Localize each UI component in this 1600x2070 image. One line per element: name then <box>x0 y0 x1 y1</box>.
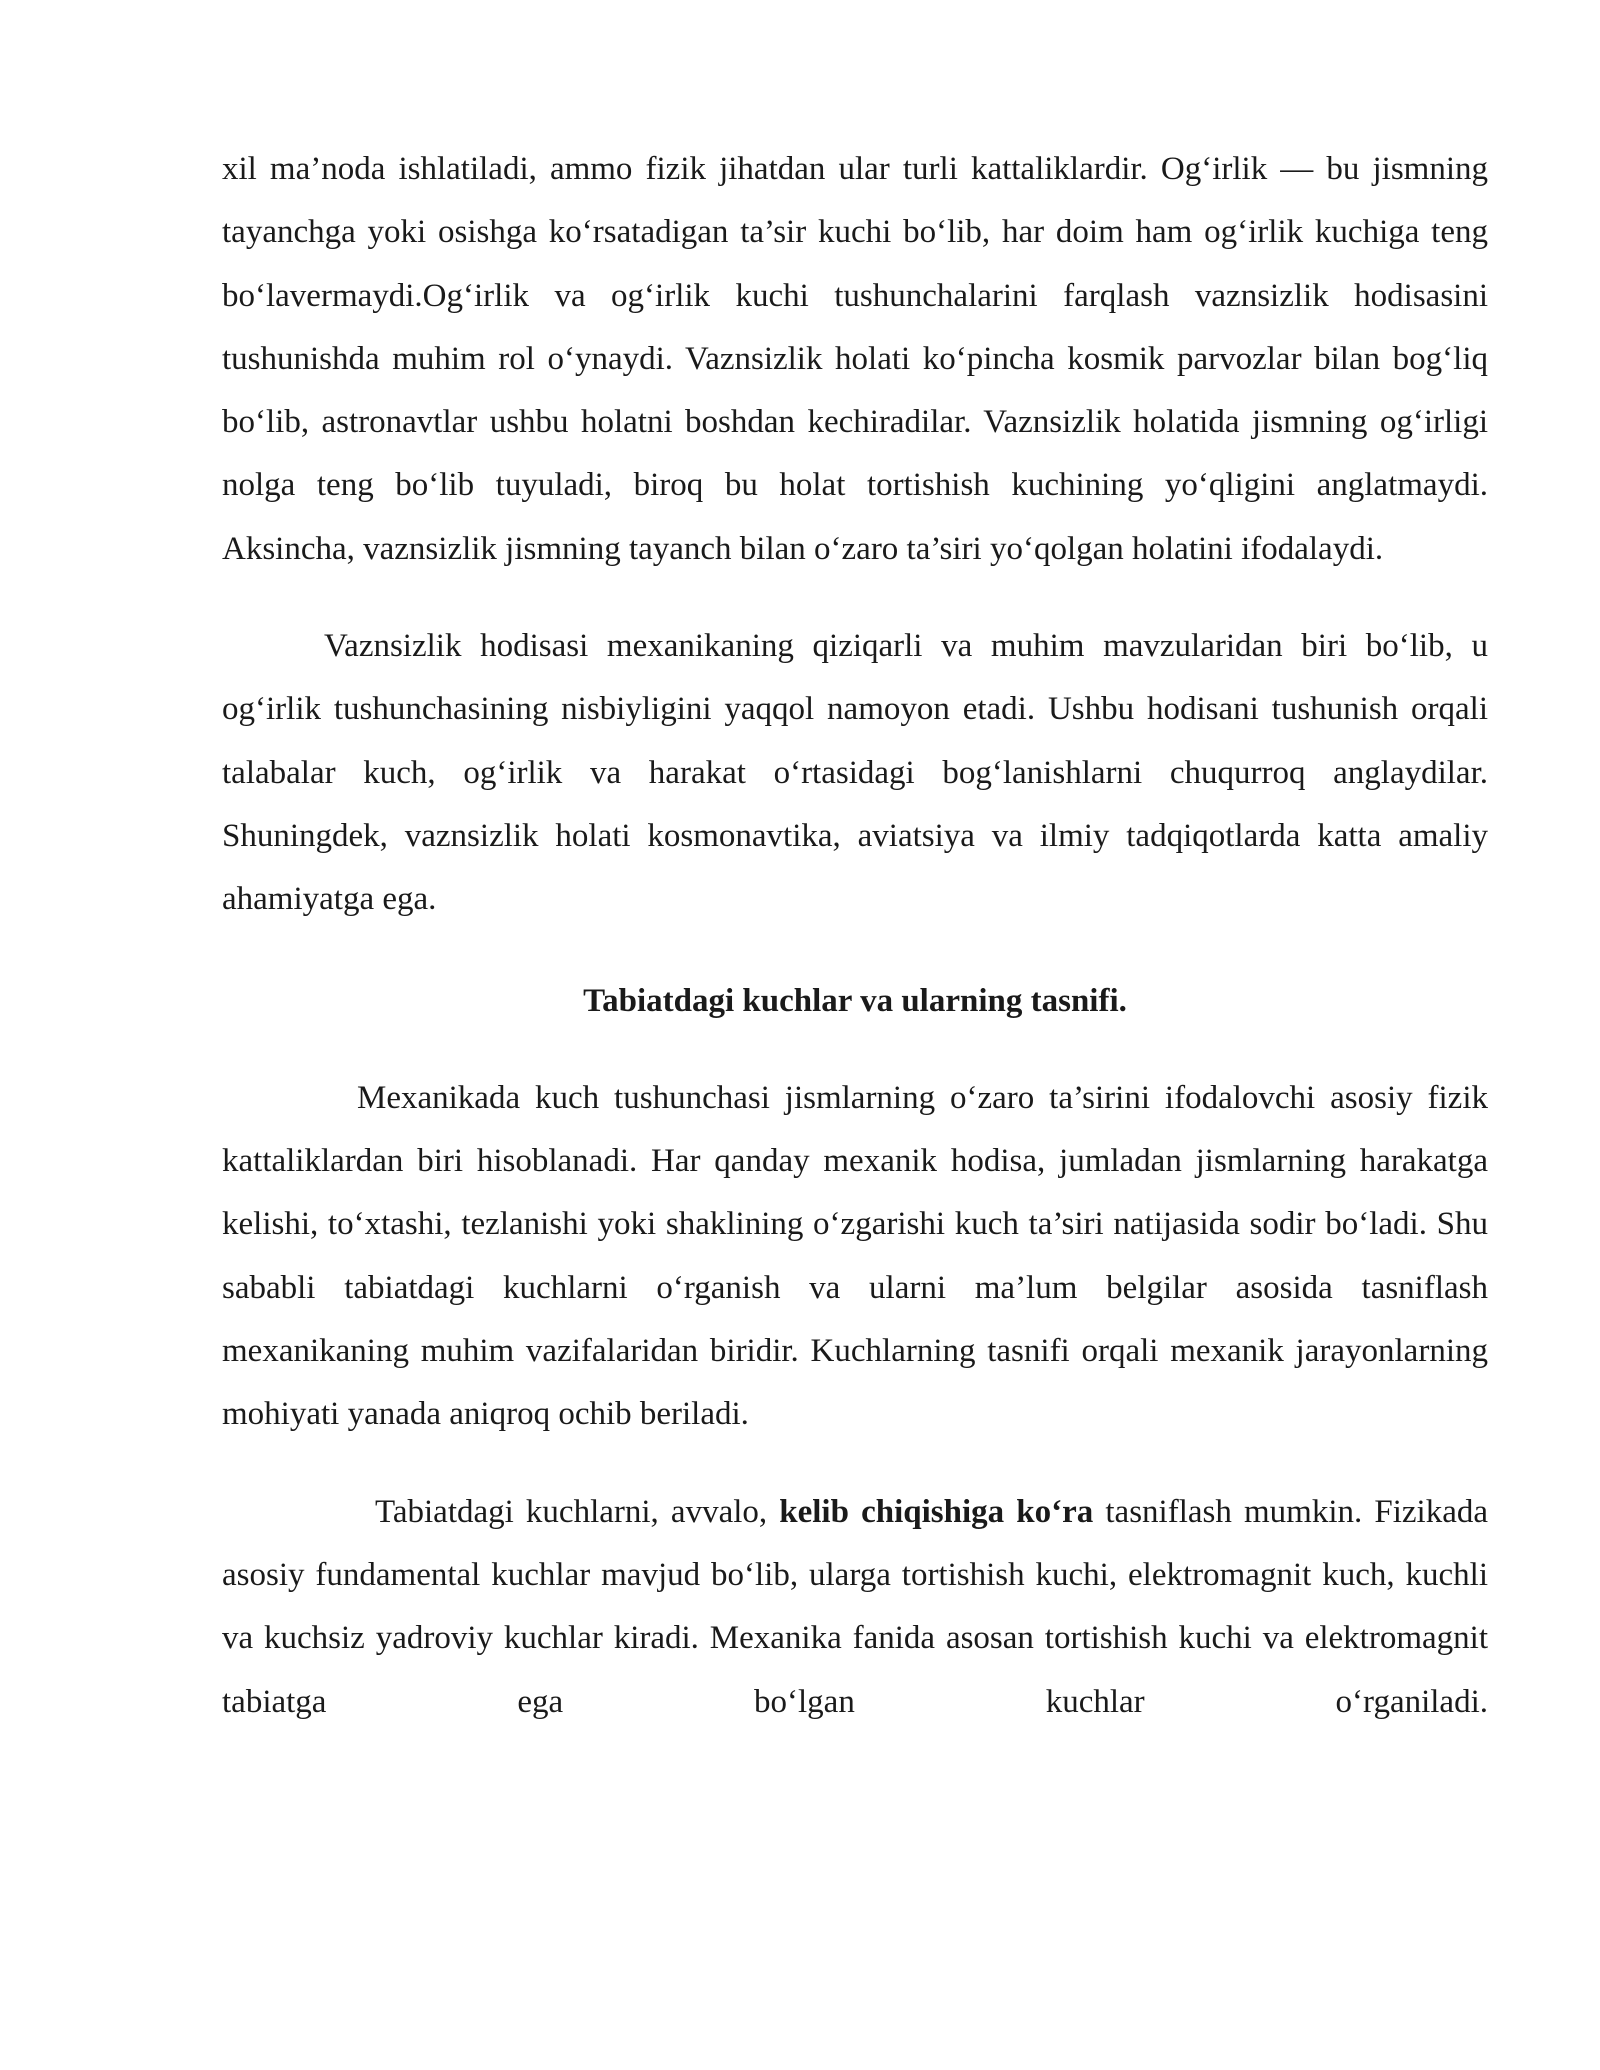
paragraph-force-classification <box>222 1481 1488 1734</box>
paragraph-text-before: Tabiatdagi kuchlarni, avvalo, <box>375 1493 780 1530</box>
paragraph-weightlessness: Vaznsizlik hodisasi mexanikaning qiziqarli va muhim mavzularidan biri bo‘lib, u og‘irlik tushunchasining nisbiyligini yaqqol namoyon etadi. Ushbu hodisani tushunish orqali talabalar kuch, og‘irlik va harakat o‘rtasidagi bog‘lanishlarni chuqurroq anglaydilar. Shuningdek, vaznsizlik holati kosmonavtika, aviatsiya va ilmiy tadqiqotlarda katta amaliy ahamiyatga ega. <box>222 628 1488 918</box>
paragraph-force-concept: Mexanikada kuch tushunchasi jismlarning o‘zaro ta’sirini ifodalovchi asosiy fizik kattaliklardan biri hisoblanadi. Har qanday mexanik hodisa, jumladan jismlarning harakatga kelishi, to‘xtashi, tezlanishi yoki shaklining o‘zgarishi kuch ta’siri natijasida sodir bo‘ladi. Shu sababli tabiatdagi kuchlarni o‘rganish va ularni ma’lum belgilar asosida tasniflash mexanikaning muhim vazifalaridan biridir. Kuchlarning tasnifi orqali mexanik jarayonlarning mohiyati yanada aniqroq ochib beriladi. <box>222 1079 1488 1433</box>
emphasis-origin: kelib chiqishiga ko‘ra <box>779 1493 1094 1530</box>
paragraph-weight-definition: xil ma’noda ishlatiladi, ammo fizik jihatdan ular turli kattaliklardir. Og‘irlik — bu jismning tayanchga yoki osishga ko‘rsatadigan ta’sir kuchi bo‘lib, har doim ham og‘irlik kuchiga teng bo‘lavermaydi.Og‘irlik va og‘irlik kuchi tushunchalarini farqlash vaznsizlik hodisasini tushunishda muhim rol o‘ynaydi. Vaznsizlik holati ko‘pincha kosmik parvozlar bilan bog‘liq bo‘lib, astronavtlar ushbu holatni boshdan kechiradilar. Vaznsizlik holatida jismning og‘irligi nolga teng bo‘lib tuyuladi, biroq bu holat tortishish kuchining yo‘qligini anglatmaydi. Aksincha, vaznsizlik jismning tayanch bilan o‘zaro ta’siri yo‘qolgan holatini ifodalaydi. <box>222 151 1488 567</box>
section-heading: Tabiatdagi kuchlar va ularning tasnifi. <box>583 982 1127 1019</box>
paragraph-text-after: tasniflash mumkin. Fizikada asosiy fundamental kuchlar mavjud bo‘lib, ularga tortishish kuchi, elektromagnit kuch, kuchli va kuchsiz yadroviy kuchlar kiradi. Mexanika fanida asosan tortishish kuchi va elektromagnit tabiatga ega bo‘lgan kuchlar o‘rganiladi. <box>222 1493 1489 1720</box>
document-page <box>222 138 1488 1734</box>
